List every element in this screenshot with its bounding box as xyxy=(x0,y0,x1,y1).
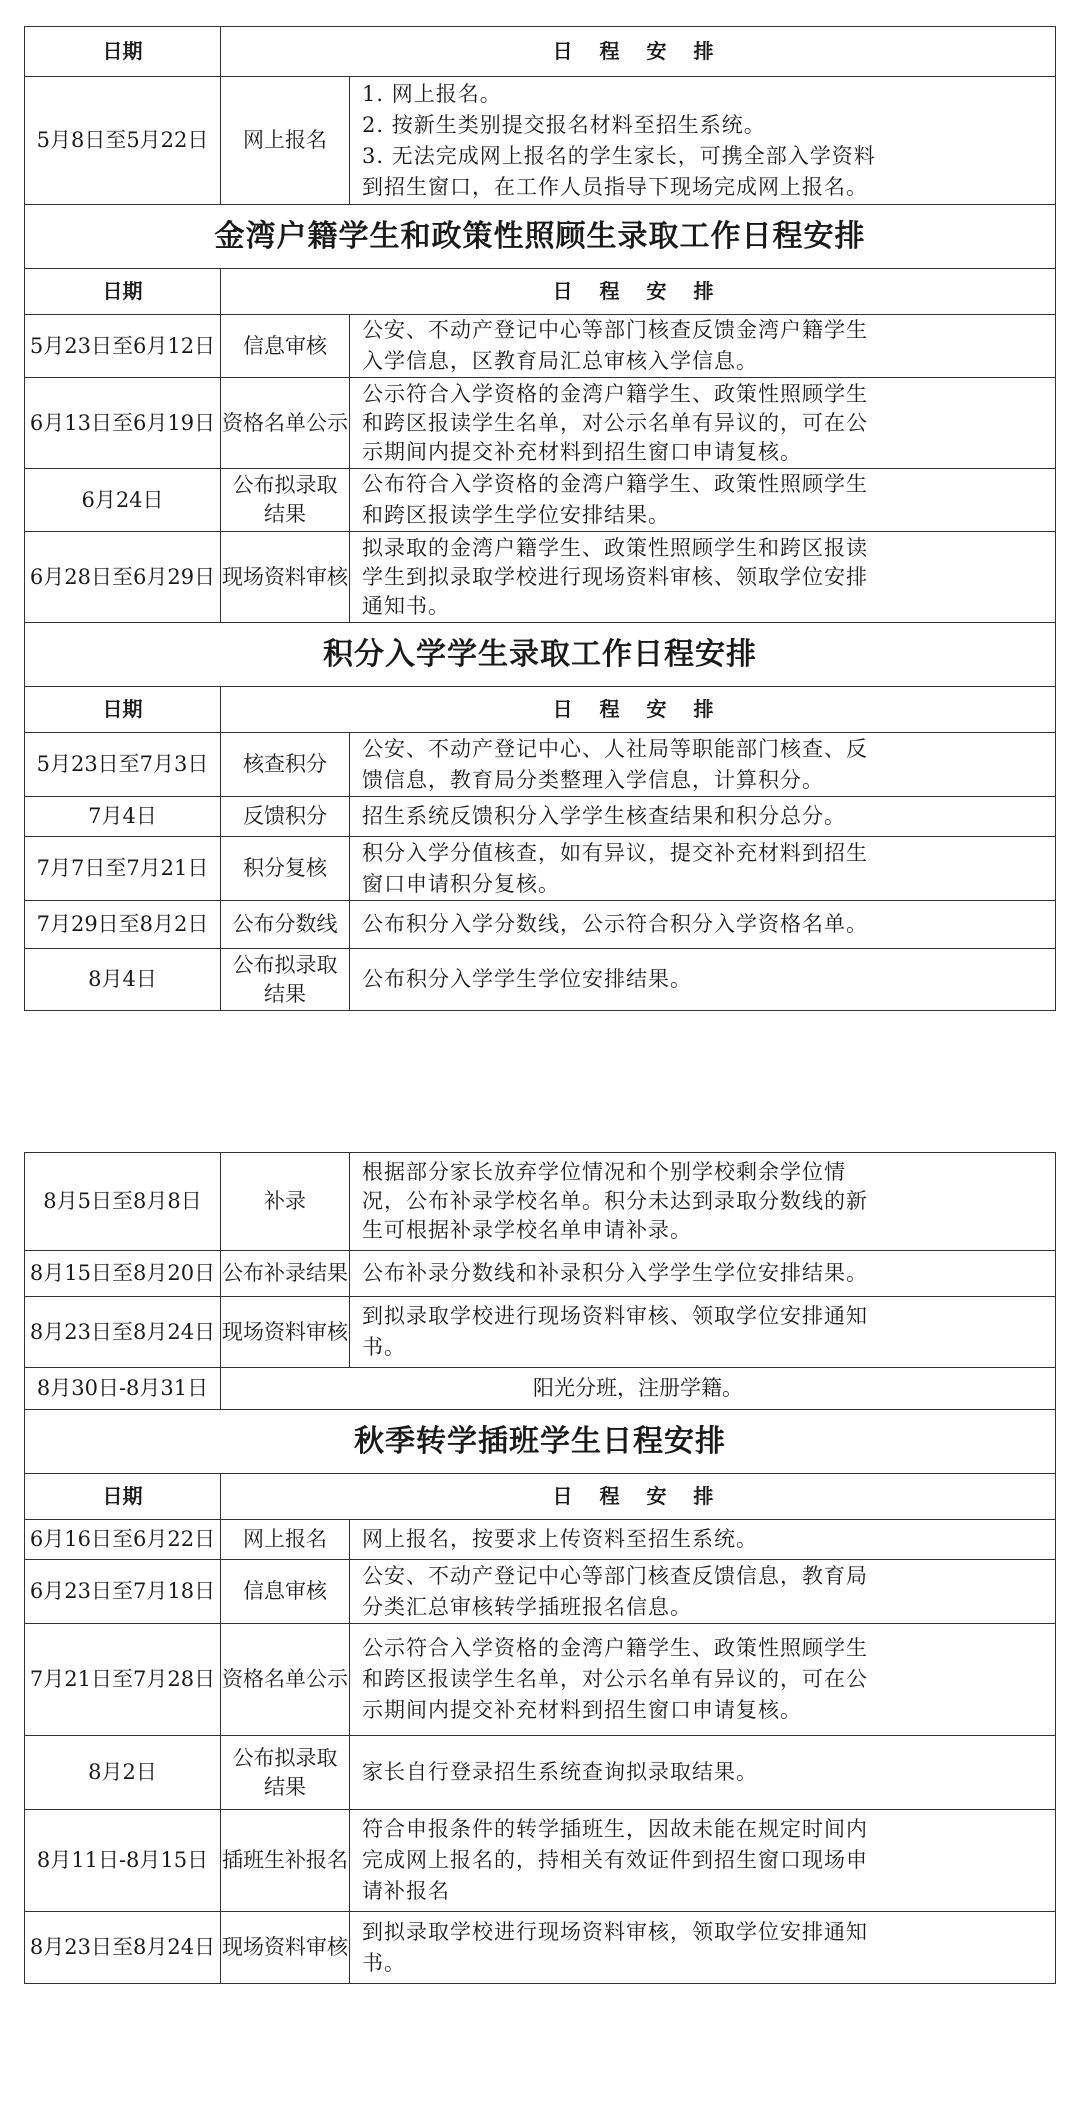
item-cell xyxy=(221,469,350,532)
item-cell xyxy=(221,315,350,378)
schedule-table-main xyxy=(24,26,1056,1011)
merged-detail-cell: 阳光分班，注册学籍。 xyxy=(221,1368,1056,1410)
detail-line: 请补报名 xyxy=(362,1879,450,1903)
section-title: 积分入学学生录取工作日程安排 xyxy=(25,623,1056,687)
table-row xyxy=(25,1297,1056,1368)
item-line: 补录 xyxy=(264,1189,306,1213)
detail-line: 公示符合入学资格的金湾户籍学生、政策性照顾学生 xyxy=(362,1636,868,1660)
detail-line: 2. 按新生类别提交报名材料至招生系统。 xyxy=(362,112,766,137)
item-line: 资格名单公示 xyxy=(222,1667,348,1691)
item-cell xyxy=(221,1297,350,1368)
date-cell: 8月23日至8月24日 xyxy=(25,1912,221,1984)
detail-cell xyxy=(350,1810,1056,1912)
item-line: 结果 xyxy=(264,502,306,526)
detail-line: 和跨区报读学生名单，对公示名单有异议的，可在公 xyxy=(362,410,868,435)
schedule-table-continued xyxy=(24,1152,1056,1984)
table-row xyxy=(25,1912,1056,1984)
item-cell xyxy=(221,949,350,1011)
detail-cell xyxy=(350,1624,1056,1736)
detail-cell xyxy=(350,901,1056,949)
detail-line: 通知书。 xyxy=(362,593,450,618)
header-date: 日期 xyxy=(25,687,221,733)
date-cell: 8月5日至8月8日 xyxy=(25,1153,221,1251)
date-cell: 5月23日至6月12日 xyxy=(25,315,221,378)
table-row xyxy=(25,1251,1056,1297)
table-row xyxy=(25,901,1056,949)
table-row xyxy=(25,1736,1056,1810)
date-cell: 8月15日至8月20日 xyxy=(25,1251,221,1297)
detail-line: 入学信息，区教育局汇总审核入学信息。 xyxy=(362,349,758,373)
detail-line: 符合申报条件的转学插班生，因故未能在规定时间内 xyxy=(362,1817,868,1841)
date-cell: 6月13日至6月19日 xyxy=(25,378,221,469)
table-row xyxy=(25,1810,1056,1912)
detail-cell xyxy=(350,1251,1056,1297)
section-title-row xyxy=(25,205,1056,269)
table-header-row xyxy=(25,687,1056,733)
item-cell xyxy=(221,1736,350,1810)
section-title: 金湾户籍学生和政策性照顾生录取工作日程安排 xyxy=(25,205,1056,269)
item-cell xyxy=(221,1153,350,1251)
date-cell: 8月2日 xyxy=(25,1736,221,1810)
date-cell: 7月29日至8月2日 xyxy=(25,901,221,949)
table-row xyxy=(25,1560,1056,1624)
item-cell xyxy=(221,1251,350,1297)
table-row xyxy=(25,532,1056,623)
item-cell xyxy=(221,1912,350,1984)
detail-line: 分类汇总审核转学插班报名信息。 xyxy=(362,1594,692,1619)
table-row xyxy=(25,1624,1056,1736)
item-line: 公布补录结果 xyxy=(222,1261,348,1285)
table-header-row xyxy=(25,27,1056,77)
item-line: 公布拟录取 xyxy=(232,1745,338,1770)
date-cell: 8月30日-8月31日 xyxy=(25,1368,221,1410)
detail-line: 到招生窗口，在工作人员指导下现场完成网上报名。 xyxy=(362,174,868,199)
detail-cell xyxy=(350,837,1056,901)
detail-line: 示期间内提交补充材料到招生窗口申请复核。 xyxy=(362,439,802,464)
detail-line: 公示符合入学资格的金湾户籍学生、政策性照顾学生 xyxy=(362,381,868,406)
item-line: 现场资料审核 xyxy=(222,1935,348,1959)
table-row xyxy=(25,837,1056,901)
date-cell: 8月23日至8月24日 xyxy=(25,1297,221,1368)
item-cell: 网上报名 xyxy=(221,77,350,205)
section-title-row xyxy=(25,1410,1056,1474)
detail-cell xyxy=(350,469,1056,532)
detail-line: 和跨区报读学生学位安排结果。 xyxy=(362,503,670,527)
item-line: 结果 xyxy=(264,981,306,1006)
date-cell: 6月28日至6月29日 xyxy=(25,532,221,623)
detail-cell xyxy=(350,532,1056,623)
detail-cell xyxy=(350,949,1056,1011)
date-cell: 6月23日至7月18日 xyxy=(25,1560,221,1624)
table-row xyxy=(25,378,1056,469)
item-cell xyxy=(221,797,350,837)
detail-cell xyxy=(350,1560,1056,1624)
detail-line: 和跨区报读学生名单，对公示名单有异议的，可在公 xyxy=(362,1667,868,1691)
item-cell xyxy=(221,837,350,901)
header-schedule: 日 程 安 排 xyxy=(221,687,1056,733)
item-cell xyxy=(221,378,350,469)
item-cell xyxy=(221,901,350,949)
date-cell: 6月24日 xyxy=(25,469,221,532)
item-cell xyxy=(221,1560,350,1624)
detail-cell xyxy=(350,733,1056,797)
item-line: 公布分数线 xyxy=(232,912,338,936)
detail-line: 况，公布补录学校名单。积分未达到录取分数线的新 xyxy=(362,1189,868,1213)
item-line: 信息审核 xyxy=(243,1579,327,1603)
detail-line: 公布补录分数线和补录积分入学学生学位安排结果。 xyxy=(362,1261,868,1285)
detail-line: 3. 无法完成网上报名的学生家长，可携全部入学资料 xyxy=(362,143,876,168)
header-date: 日期 xyxy=(25,1474,221,1520)
detail-cell xyxy=(350,378,1056,469)
table-row xyxy=(25,949,1056,1011)
table-row xyxy=(25,1153,1056,1251)
detail-line: 公安、不动产登记中心等部门核查反馈金湾户籍学生 xyxy=(362,318,868,342)
item-line: 积分复核 xyxy=(243,856,327,880)
detail-line: 到拟录取学校进行现场资料审核，领取学位安排通知 xyxy=(362,1919,868,1944)
date-cell: 7月4日 xyxy=(25,797,221,837)
item-line: 公布拟录取 xyxy=(232,473,338,497)
table-row xyxy=(25,1368,1056,1410)
table-row xyxy=(25,1520,1056,1560)
date-cell: 6月16日至6月22日 xyxy=(25,1520,221,1560)
item-cell xyxy=(221,1624,350,1736)
table-row xyxy=(25,733,1056,797)
date-cell: 5月23日至7月3日 xyxy=(25,733,221,797)
date-cell: 5月8日至5月22日 xyxy=(25,77,221,205)
detail-line: 馈信息，教育局分类整理入学信息，计算积分。 xyxy=(362,767,824,792)
detail-line: 窗口申请积分复核。 xyxy=(362,871,560,896)
detail-line: 招生系统反馈积分入学学生核查结果和积分总分。 xyxy=(362,804,846,828)
detail-line: 公布积分入学学生学位安排结果。 xyxy=(362,967,692,991)
detail-line: 完成网上报名的，持相关有效证件到招生窗口现场申 xyxy=(362,1848,868,1872)
detail-cell xyxy=(350,1153,1056,1251)
item-line: 反馈积分 xyxy=(243,804,327,828)
detail-cell xyxy=(350,1520,1056,1560)
item-cell xyxy=(221,733,350,797)
detail-line: 1. 网上报名。 xyxy=(362,81,502,106)
detail-line: 示期间内提交补充材料到招生窗口申请复核。 xyxy=(362,1698,802,1722)
item-line: 资格名单公示 xyxy=(222,410,348,435)
table-row xyxy=(25,77,1056,205)
detail-line: 根据部分家长放弃学位情况和个别学校剩余学位情 xyxy=(362,1160,846,1184)
section-title: 秋季转学插班学生日程安排 xyxy=(25,1410,1056,1474)
table-row xyxy=(25,797,1056,837)
header-schedule: 日 程 安 排 xyxy=(221,269,1056,315)
detail-cell xyxy=(350,1912,1056,1984)
header-schedule: 日 程 安 排 xyxy=(221,27,1056,77)
date-cell: 7月21日至7月28日 xyxy=(25,1624,221,1736)
detail-cell xyxy=(350,1736,1056,1810)
item-line: 现场资料审核 xyxy=(222,1319,348,1344)
item-line: 核查积分 xyxy=(243,752,327,776)
table-row xyxy=(25,469,1056,532)
detail-line: 公布积分入学分数线，公示符合积分入学资格名单。 xyxy=(362,912,868,936)
detail-line: 公安、不动产登记中心、人社局等职能部门核查、反 xyxy=(362,736,868,761)
detail-line: 书。 xyxy=(362,1335,406,1359)
detail-line: 拟录取的金湾户籍学生、政策性照顾学生和跨区报读 xyxy=(362,535,868,560)
detail-cell xyxy=(350,797,1056,837)
detail-line: 学生到拟录取学校进行现场资料审核、领取学位安排 xyxy=(362,564,868,589)
item-line: 公布拟录取 xyxy=(232,952,338,977)
item-line: 结果 xyxy=(264,1774,306,1799)
date-cell: 8月11日-8月15日 xyxy=(25,1810,221,1912)
detail-line: 网上报名，按要求上传资料至招生系统。 xyxy=(362,1527,758,1551)
item-line: 插班生补报名 xyxy=(222,1848,348,1872)
detail-line: 积分入学分值核查，如有异议，提交补充材料到招生 xyxy=(362,840,868,865)
detail-line: 公安、不动产登记中心等部门核查反馈信息，教育局 xyxy=(362,1563,868,1588)
table-row xyxy=(25,315,1056,378)
date-cell: 7月7日至7月21日 xyxy=(25,837,221,901)
header-date: 日期 xyxy=(25,27,221,77)
detail-line: 书。 xyxy=(362,1950,406,1975)
detail-line: 家长自行登录招生系统查询拟录取结果。 xyxy=(362,1760,758,1784)
detail-line: 公布符合入学资格的金湾户籍学生、政策性照顾学生 xyxy=(362,472,868,496)
item-line: 现场资料审核 xyxy=(222,564,348,589)
header-schedule: 日 程 安 排 xyxy=(221,1474,1056,1520)
date-cell: 8月4日 xyxy=(25,949,221,1011)
section-title-row xyxy=(25,623,1056,687)
header-date: 日期 xyxy=(25,269,221,315)
detail-cell xyxy=(350,315,1056,378)
detail-cell xyxy=(350,1297,1056,1368)
detail-line: 生可根据补录学校名单申请补录。 xyxy=(362,1218,692,1242)
item-line: 信息审核 xyxy=(243,333,327,358)
table-header-row xyxy=(25,269,1056,315)
item-cell xyxy=(221,1520,350,1560)
item-cell xyxy=(221,532,350,623)
item-cell xyxy=(221,1810,350,1912)
table-header-row xyxy=(25,1474,1056,1520)
detail-cell xyxy=(350,77,1056,205)
detail-line: 到拟录取学校进行现场资料审核、领取学位安排通知 xyxy=(362,1304,868,1328)
item-line: 网上报名 xyxy=(243,1527,327,1551)
